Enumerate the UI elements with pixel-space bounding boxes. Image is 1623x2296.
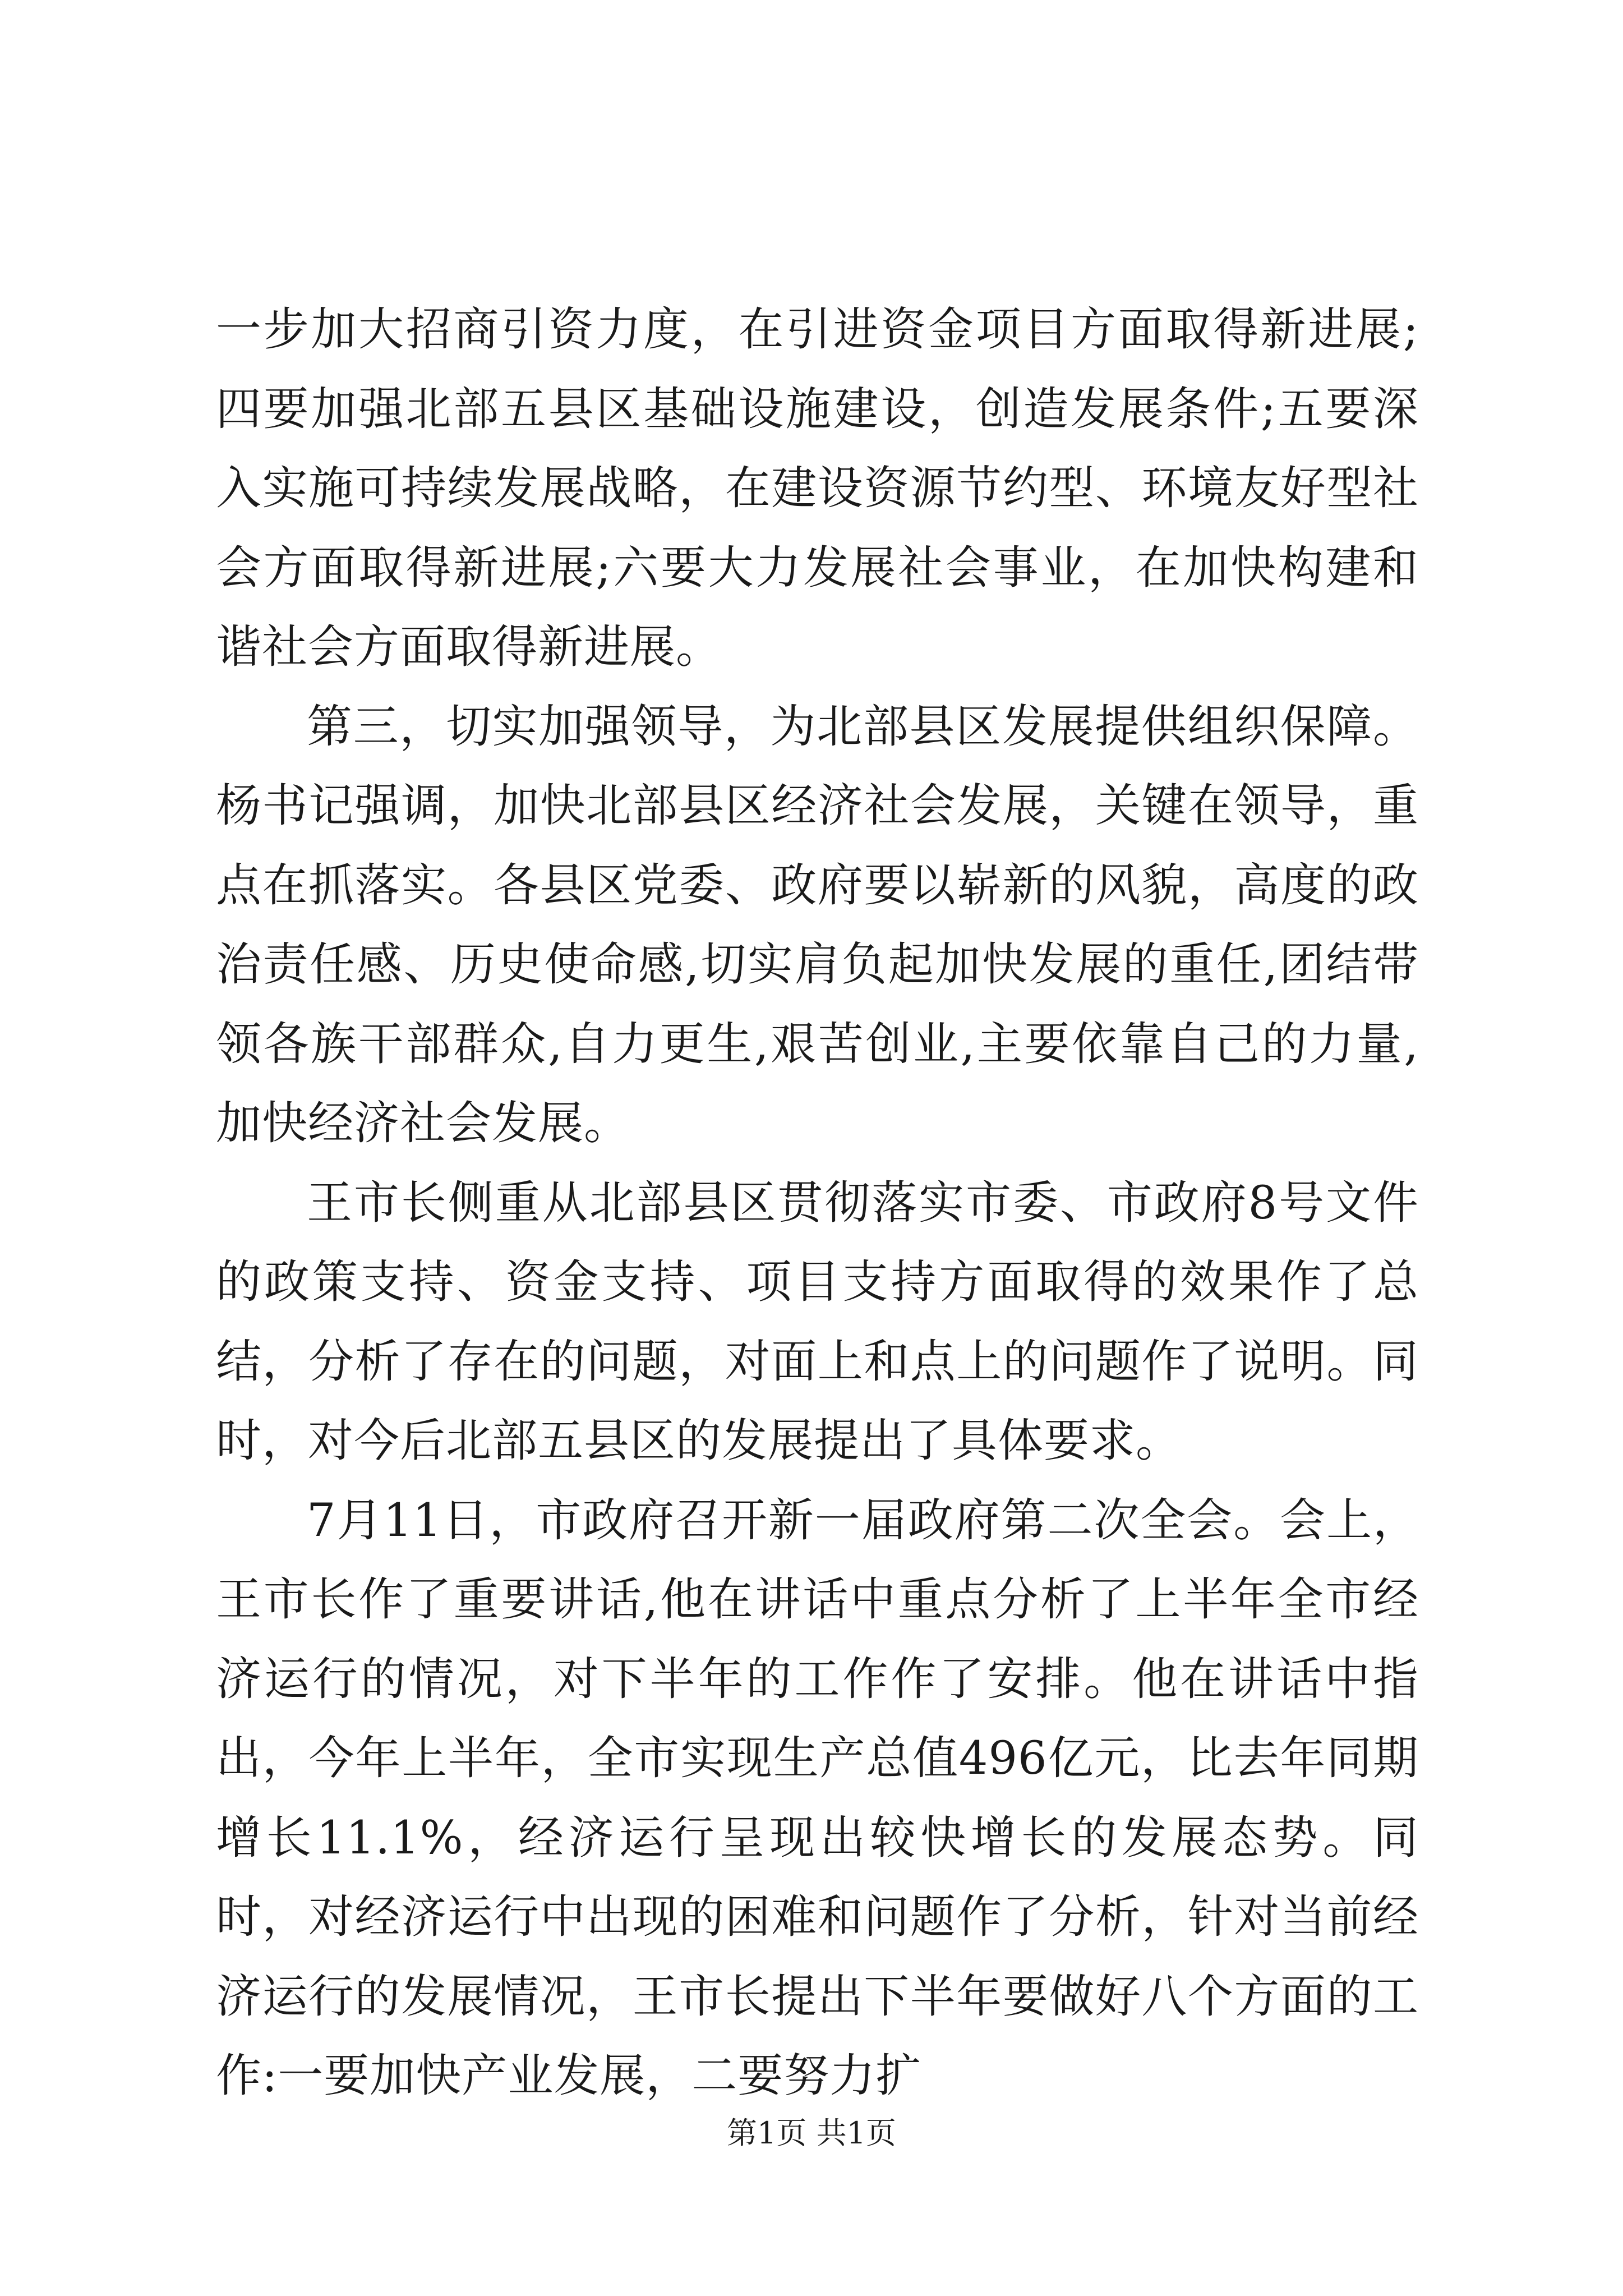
paragraph-1: 一步加大招商引资力度，在引进资金项目方面取得新进展;四要加强北部五县区基础设施建设，创造发展条件;五要深入实施可持续发展战略，在建设资源节约型、环境友好型社会方面取得新进展;六要大力发展社会事业，在加快构建和谐社会方面取得新进展。 <box>216 303 1419 674</box>
page-footer: 第1页 共1页 <box>727 2115 896 2151</box>
document-body <box>216 291 1419 2116</box>
paragraph-4: 7月11日，市政府召开新一届政府第二次全会。会上，王市长作了重要讲话,他在讲话中重点分析了上半年全市经济运行的情况，对下半年的工作作了安排。他在讲话中指出，今年上半年，全市实现生产总值496亿元，比去年同期增长11.1%，经济运行呈现出较快增长的发展态势。同时，对经济运行中出现的困难和问题作了分析，针对当前经济运行的发展情况，王市长提出下半年要做好八个方面的工作:一要加快产业发展，二要努力扩 <box>216 1494 1419 2102</box>
paragraph-3: 王市长侧重从北部县区贯彻落实市委、市政府8号文件的政策支持、资金支持、项目支持方面取得的效果作了总结，分析了存在的问题，对面上和点上的问题作了说明。同时，对今后北部五县区的发展提出了具体要求。 <box>216 1176 1419 1467</box>
paragraph-2: 第三，切实加强领导，为北部县区发展提供组织保障。杨书记强调，加快北部县区经济社会发展，关键在领导，重点在抓落实。各县区党委、政府要以崭新的风貌，高度的政治责任感、历史使命感,切实肩负起加快发展的重任,团结带领各族干部群众,自力更生,艰苦创业,主要依靠自己的力量,加快经济社会发展。 <box>216 700 1419 1150</box>
